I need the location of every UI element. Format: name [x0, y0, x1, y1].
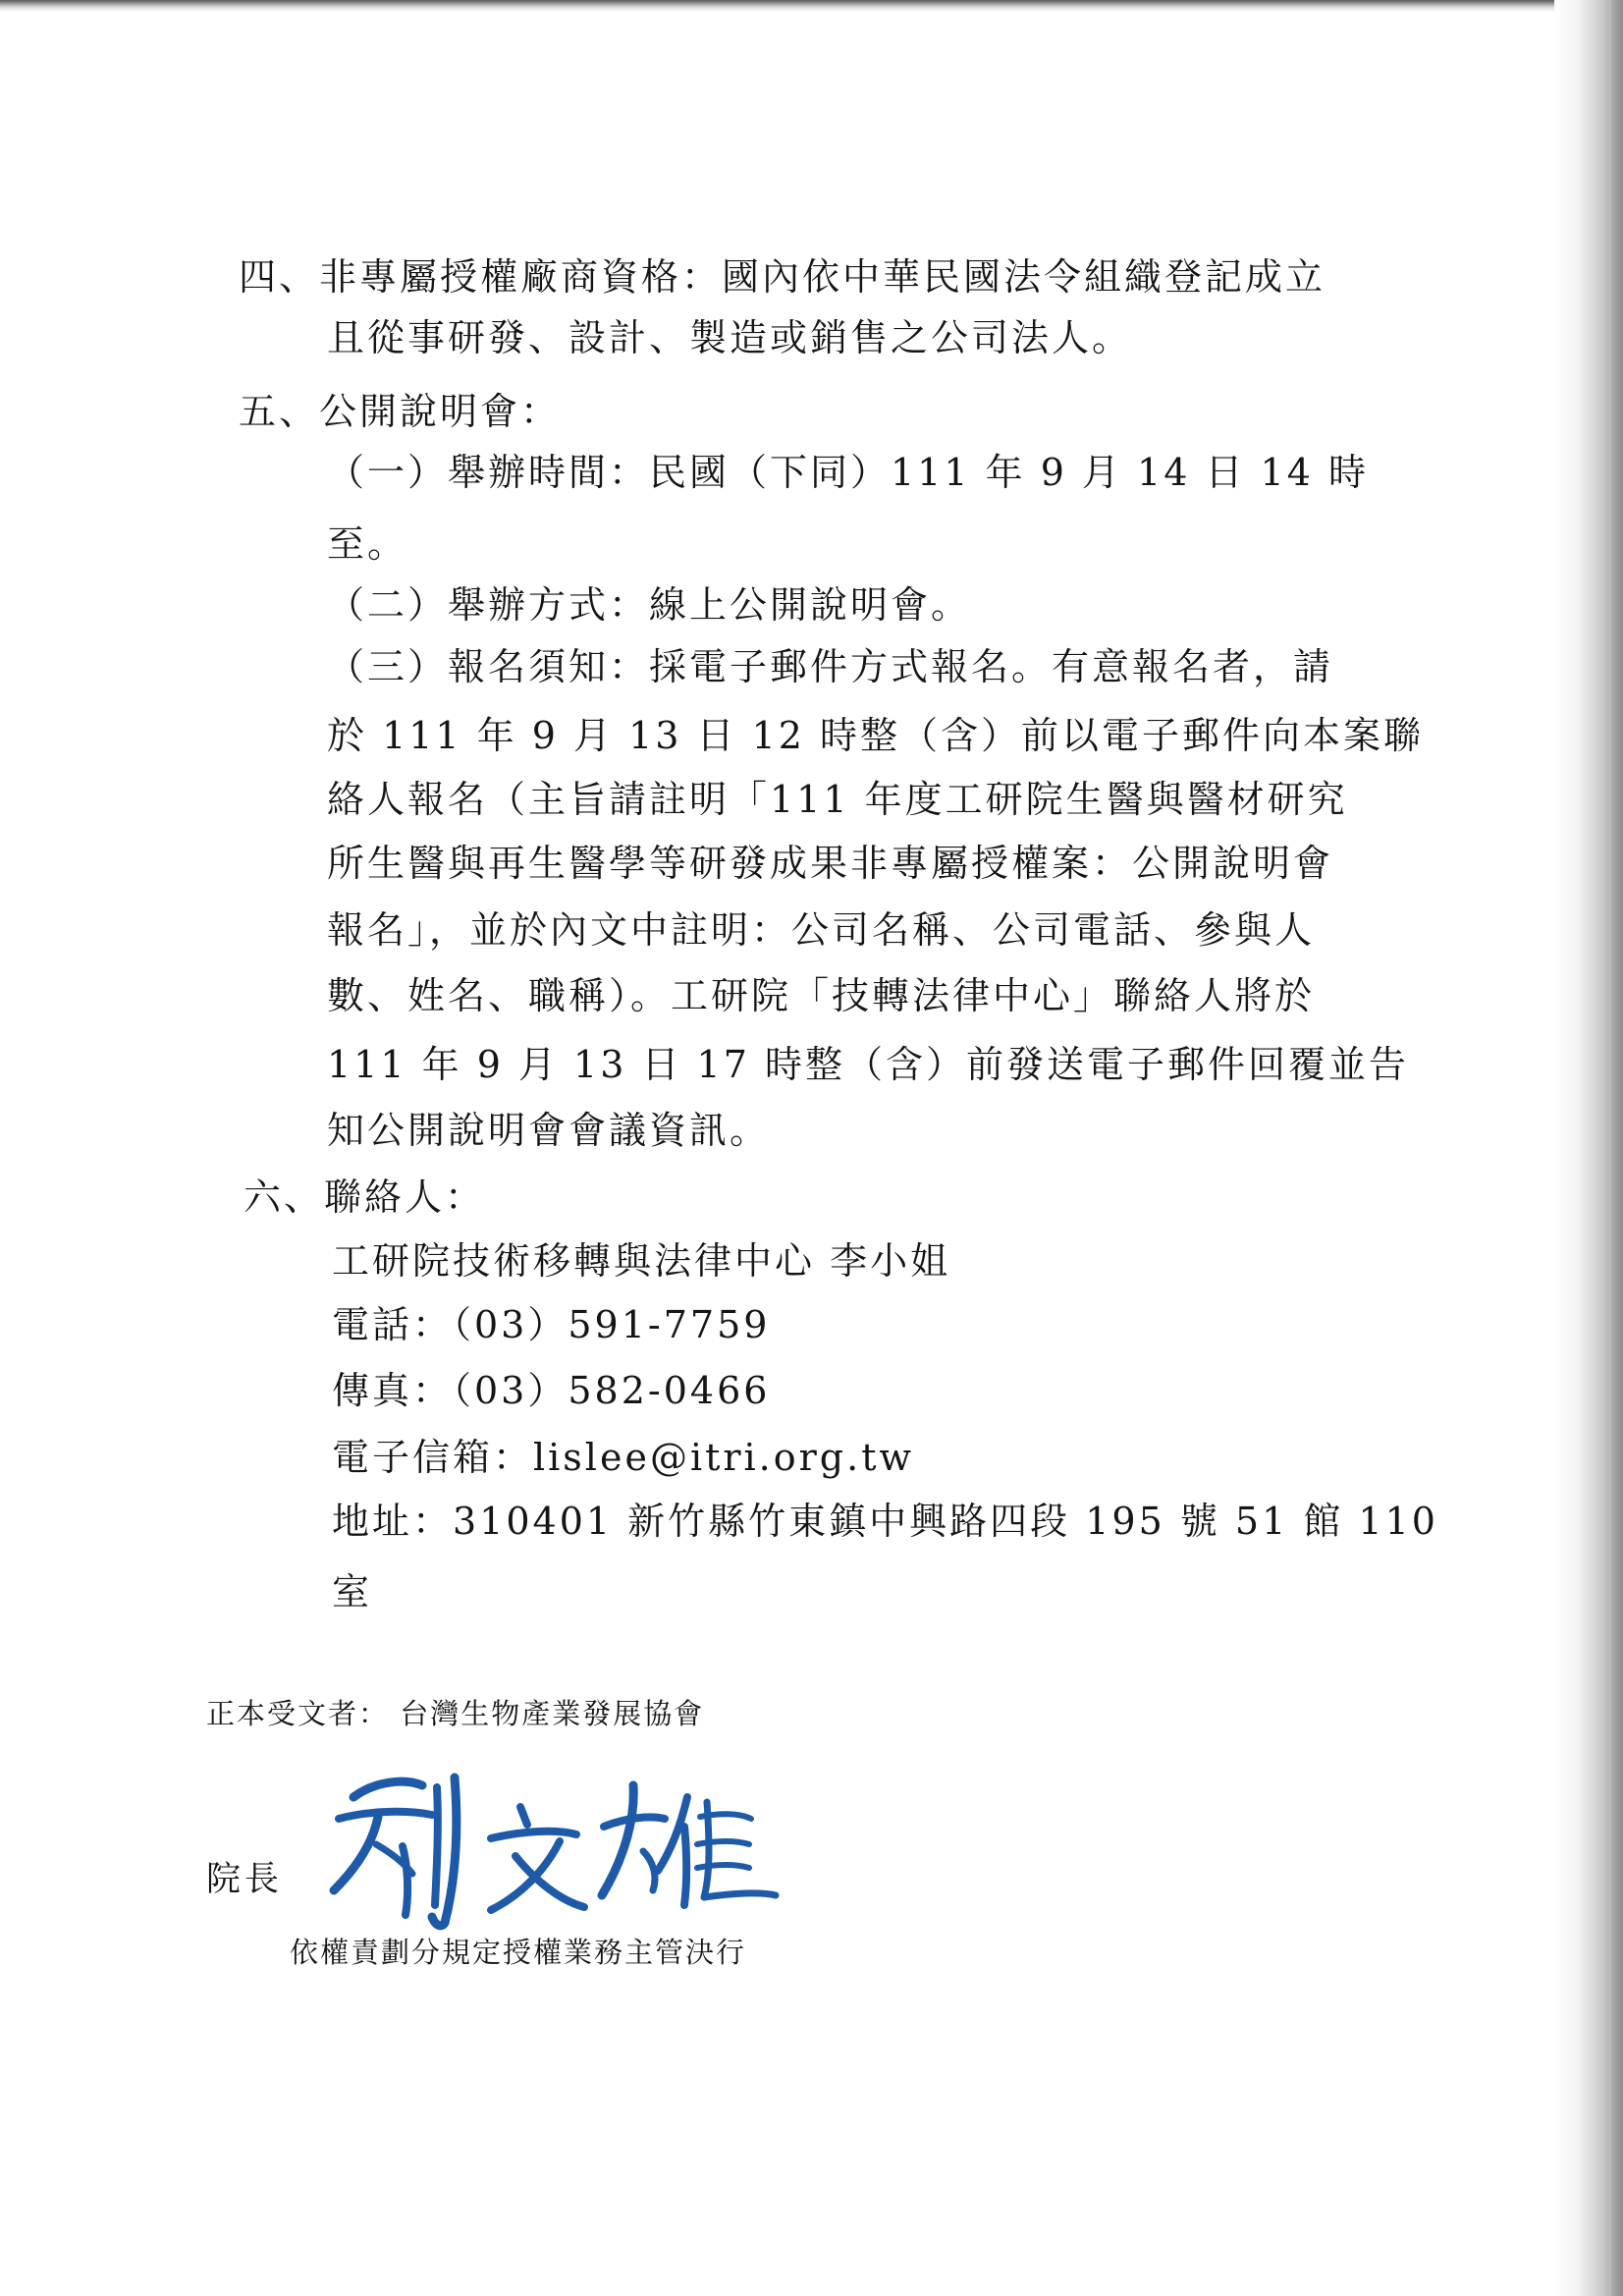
- scan-shadow-top: [0, 0, 1623, 12]
- scan-edge-line: [1608, 0, 1611, 2296]
- section-five-item1-line1: （一）舉辦時間：民國（下同）111 年 9 月 14 日 14 時: [327, 451, 1369, 494]
- section-five-item3-line1: （三）報名須知：採電子郵件方式報名。有意報名者，請: [327, 645, 1334, 688]
- contact-fax: 傳真：（03）582-0466: [332, 1369, 771, 1412]
- section-five-item3-line4: 所生醫與再生醫學等研發成果非專屬授權案：公開說明會: [327, 842, 1334, 885]
- section-five-item3-line8: 知公開說明會會議資訊。: [327, 1109, 771, 1152]
- section-five-item3-line5: 報名」，並於內文中註明：公司名稱、公司電話、參與人: [327, 908, 1316, 952]
- scan-shadow-right: [1554, 0, 1623, 2296]
- section-five-item2: （二）舉辦方式：線上公開說明會。: [327, 583, 972, 627]
- contact-phone: 電話：（03）591-7759: [332, 1303, 771, 1346]
- handwritten-signature: [319, 1758, 781, 1930]
- section-four-line2: 且從事研發、設計、製造或銷售之公司法人。: [327, 316, 1133, 359]
- section-four-line1: 四、非專屬授權廠商資格：國內依中華民國法令組織登記成立: [239, 255, 1326, 299]
- contact-address-line2: 室: [332, 1570, 373, 1613]
- contact-address-line1: 地址：310401 新竹縣竹東鎮中興路四段 195 號 51 館 110: [332, 1500, 1438, 1543]
- contact-org: 工研院技術移轉與法律中心 李小姐: [332, 1239, 951, 1283]
- section-six-heading: 六、聯絡人：: [243, 1175, 486, 1219]
- section-five-item1-line2: 至。: [327, 522, 408, 566]
- section-five-item3-line7: 111 年 9 月 13 日 17 時整（含）前發送電子郵件回覆並告: [327, 1043, 1409, 1086]
- contact-email: 電子信箱：lislee@itri.org.tw: [332, 1436, 915, 1479]
- recipient-line: 正本受文者： 台灣生物產業發展協會: [206, 1697, 705, 1730]
- director-title: 院長: [206, 1860, 284, 1899]
- section-five-item3-line6: 數、姓名、職稱）。工研院「技轉法律中心」聯絡人將於: [327, 974, 1316, 1017]
- section-five-item3-line2: 於 111 年 9 月 13 日 12 時整（含）前以電子郵件向本案聯: [327, 714, 1425, 757]
- delegation-note: 依權責劃分規定授權業務主管決行: [290, 1936, 747, 1969]
- section-five-item3-line3: 絡人報名（主旨請註明「111 年度工研院生醫與醫材研究: [327, 778, 1348, 821]
- section-five-heading: 五、公開說明會：: [239, 390, 562, 433]
